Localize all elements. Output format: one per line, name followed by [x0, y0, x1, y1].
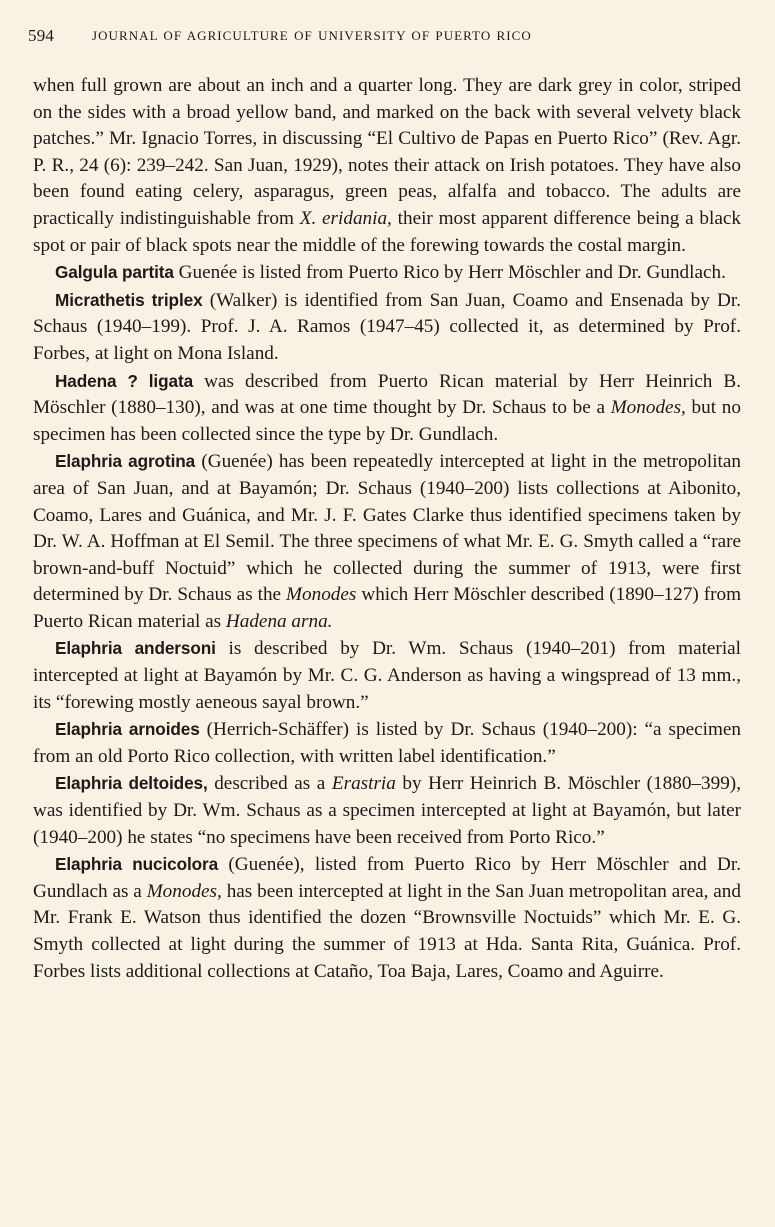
- species-name: Hadena ? ligata: [55, 370, 194, 391]
- text-run: (Walker) is identified from San Juan, Coamo and Ensenada by Dr. Schaus (1940–199). Prof. J. A. Ramos (1947–45) collected it, as determined by Prof. Forbes, at light on Mona Island.: [33, 289, 741, 364]
- species-name: Elaphria nucicolora: [55, 854, 219, 875]
- text-run: has been intercepted at light in the San Juan metropolitan area, and Mr. Frank E. Watson thus identified the dozen “Brownsville Noctuids” which Mr. E. G. Smyth collected at light during the summer of 1913 at Hda. Santa Rita, Guánica. Prof. Forbes lists additional collections at Cataño, Toa Baja, Lares, Coamo and Aguirre.: [33, 880, 741, 982]
- italic-term: Monodes: [286, 584, 357, 606]
- paragraph-elaphria-agrotina: [33, 448, 741, 635]
- journal-title: JOURNAL OF AGRICULTURE OF UNIVERSITY OF PUERTO RICO: [92, 28, 532, 43]
- species-name: Micrathetis triplex: [55, 289, 203, 310]
- text-run: (Herrich-Schäffer) is listed by Dr. Schaus (1940–200): “a specimen from an old Porto Rico collection, with written label identification.”: [33, 719, 741, 767]
- species-name: Elaphria arnoides: [55, 719, 200, 740]
- text-run: described as a: [207, 773, 332, 795]
- text-run: is described by Dr. Wm. Schaus (1940–201) from material intercepted at light at Bayamón by Mr. C. G. Anderson as having a wingspread of 13 mm., its “forewing mostly aeneous sayal brown.”: [33, 638, 742, 713]
- text-run: which Herr Möschler described (1890–127) from Puerto Rican material as: [33, 584, 741, 632]
- text-run: but no specimen has been collected since the type by Dr. Gundlach.: [33, 397, 741, 445]
- paragraph-elaphria-andersoni: [33, 635, 741, 716]
- page-number: 594: [28, 26, 55, 45]
- paragraph-galgula-partita: [33, 259, 741, 287]
- paragraph-hadena-ligata: [33, 368, 741, 449]
- paragraph-elaphria-arnoides: [33, 716, 741, 770]
- italic-term: Monodes,: [146, 880, 222, 902]
- italic-term: Monodes,: [610, 397, 686, 419]
- text-run: Guenée is listed from Puerto Rico by Herr Möschler and Dr. Gundlach.: [173, 262, 726, 284]
- text-run: (Guenée) has been repeatedly intercepted at light in the metropolitan area of San Juan, and at Bayamón; Dr. Schaus (1940–200) lists collections at Aibonito, Coamo, Lares and Guánica, and Mr. J. F. Gates Clarke thus identified specimens taken by Dr. W. A. Hoffman at El Semil. The three specimens of what Mr. E. G. Smyth called a “rare brown-and-buff Noctuid” which he collected during the summer of 1913, were first determined by Dr. Schaus as the: [33, 451, 741, 606]
- italic-term: Hadena arna.: [225, 610, 333, 632]
- body-text: [33, 73, 741, 985]
- running-header: [28, 26, 748, 50]
- paragraph-continuation: [33, 73, 741, 259]
- paragraph-micrathetis-triplex: [33, 287, 741, 368]
- text-run: (Guenée), listed from Puerto Rico by Herr Möschler and Dr. Gundlach as a: [33, 854, 741, 902]
- species-name: Galgula partita: [55, 262, 174, 283]
- species-name: Elaphria agrotina: [55, 451, 196, 472]
- species-name: Elaphria deltoides,: [55, 773, 208, 794]
- italic-term: Erastria: [331, 773, 396, 795]
- italic-term: X. eridania,: [299, 207, 392, 229]
- text-run: was described from Puerto Rican material by Herr Heinrich B. Möschler (1880–130), and was at one time thought by Dr. Schaus to be a: [33, 370, 741, 419]
- text-run: their most apparent difference being a black spot or pair of black spots near the middle of the forewing towards the costal margin.: [33, 207, 741, 256]
- paragraph-elaphria-deltoides: [33, 770, 741, 851]
- paragraph-elaphria-nucicolora: [33, 851, 741, 985]
- text-run: when full grown are about an inch and a quarter long. They are dark grey in color, striped on the sides with a broad yellow band, and marked on the back with several velvety black patches.” Mr. Ignacio Torres, in discussing “El Cultivo de Papas en Puerto Rico” (Rev. Agr. P. R., 24 (6): 239–242. San Juan, 1929), notes their attack on Irish potatoes. They have also been found eating celery, asparagus, green peas, alfalfa and tobacco. The adults are practically indistinguishable from: [33, 75, 741, 229]
- text-run: by Herr Heinrich B. Möschler (1880–399), was identified by Dr. Wm. Schaus as a specimen intercepted at light at Bayamón, but later (1940–200) he states “no specimens have been received from Porto Rico.”: [33, 773, 741, 848]
- species-name: Elaphria andersoni: [55, 638, 216, 659]
